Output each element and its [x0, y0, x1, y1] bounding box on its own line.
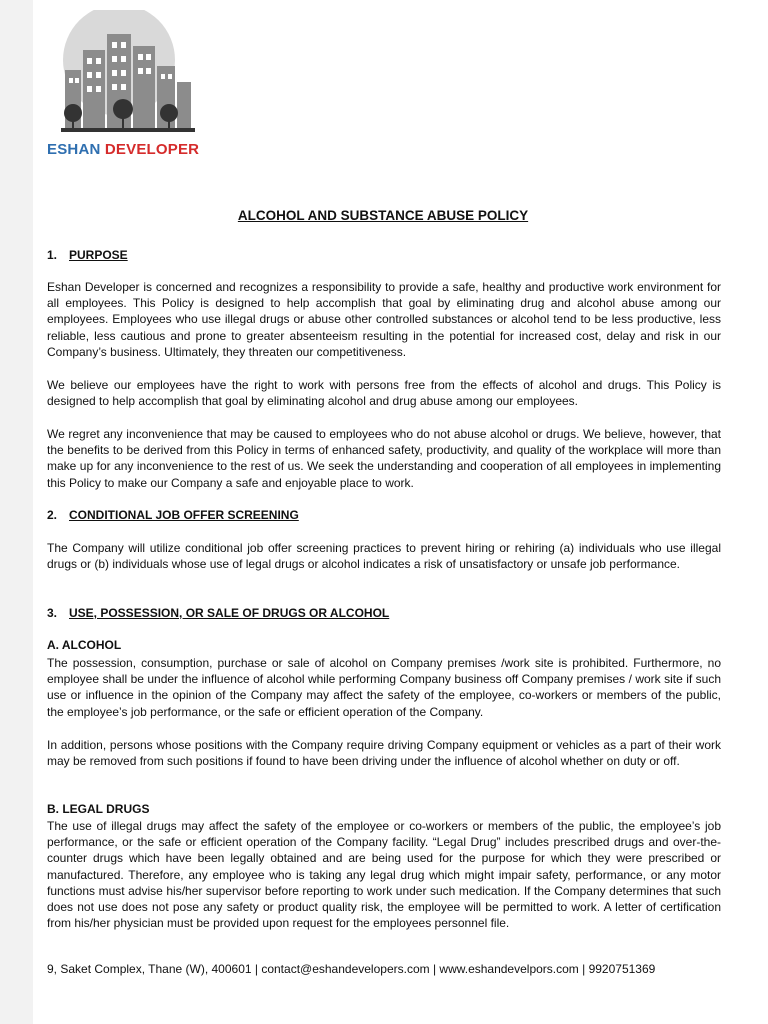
section-heading-purpose: 1. PURPOSE	[47, 248, 128, 262]
paragraph-purpose-1: Eshan Developer is concerned and recognizes a responsibility to provide a safe, healthy and productive work environment for all employees. This Policy is designed to help accomplish that goal by eliminating drug and alcohol abuse among our employees. Employees who use illegal drugs or abuse other controlled substances or alcohol tend to be less productive, less reliable, less cautious and prone to greater absenteeism resulting in the potential for increased cost, delay and risk in our Company’s business. Ultimately, they threaten our competitiveness.	[47, 280, 721, 359]
company-brand	[47, 141, 199, 158]
paragraph-purpose-2: We believe our employees have the right to work with persons free from the effects of alcohol and drugs. This Policy is designed to help accomplish that goal by eliminating alcohol and drug abuse among our employees.	[47, 378, 721, 409]
brand-name-part2: DEVELOPER	[104, 141, 200, 158]
brand-name-part1: ESHAN	[47, 141, 101, 158]
section-heading-use-possession: 3. USE, POSSESSION, OR SALE OF DRUGS OR ALCOHOL	[47, 606, 390, 620]
document-title: ALCOHOL AND SUBSTANCE ABUSE POLICY	[237, 208, 529, 223]
footer-contact: 9, Saket Complex, Thane (W), 400601 | contact@eshandevelopers.com | www.eshandevelpors.com | 9920751369	[47, 962, 656, 976]
paragraph-legal-drugs: The use of illegal drugs may affect the safety of the employee or co-workers or members of the public, the employee’s job performance, or the safe or efficient operation of the Company facility. “Legal Drug” includes prescribed drugs and over-the-counter drugs which have been legally obtained and are being used for the purpose for which they were prescribed or manufactured. Therefore, any employee who is taking any legal drug which might impair safety, performance, or any motor functions must advise his/her supervisor before reporting to work under such medication. If the Company determines that such does not use does not pose any safety or product quality risk, the employee will be permitted to work. A letter of certification from his/her physician must be provided upon request for the employees personnel file.	[47, 819, 721, 931]
paragraph-alcohol-1: The possession, consumption, purchase or sale of alcohol on Company premises /work site is prohibited. Furthermore, no employee shall be under the influence of alcohol while performing Company business off Company premises / work site if such use or influence in the opinion of the Company may affect the safety of the employee, co-workers or members of the public, the employee’s job performance, or the safe or efficient operation of the Company.	[47, 656, 721, 719]
company-logo	[47, 10, 207, 160]
paragraph-screening: The Company will utilize conditional job offer screening practices to prevent hiring or rehiring (a) individuals who use illegal drugs or (b) individuals whose use of legal drugs or alcohol indicates a risk of unsatisfactory or unsafe job performance.	[47, 541, 721, 572]
section-heading-screening: 2. CONDITIONAL JOB OFFER SCREENING	[47, 508, 299, 522]
subheading-alcohol: A. ALCOHOL	[47, 638, 122, 652]
subheading-legal-drugs: B. LEGAL DRUGS	[47, 802, 150, 816]
paragraph-alcohol-2: In addition, persons whose positions with the Company require driving Company equipment or vehicles as a part of their work may be removed from such positions if found to have been driving under the influence of alcohol whether on duty or off.	[47, 738, 721, 769]
document-page	[33, 0, 768, 1024]
paragraph-purpose-3: We regret any inconvenience that may be caused to employees who do not abuse alcohol or drugs. We believe, however, that the benefits to be derived from this Policy in terms of enhanced safety, productivity, and quality of the workplace will more than make up for any inconvenience to the rest of us. We seek the understanding and cooperation of all employees in implementing this Policy to make our Company a safe and enjoyable place to work.	[47, 427, 721, 490]
